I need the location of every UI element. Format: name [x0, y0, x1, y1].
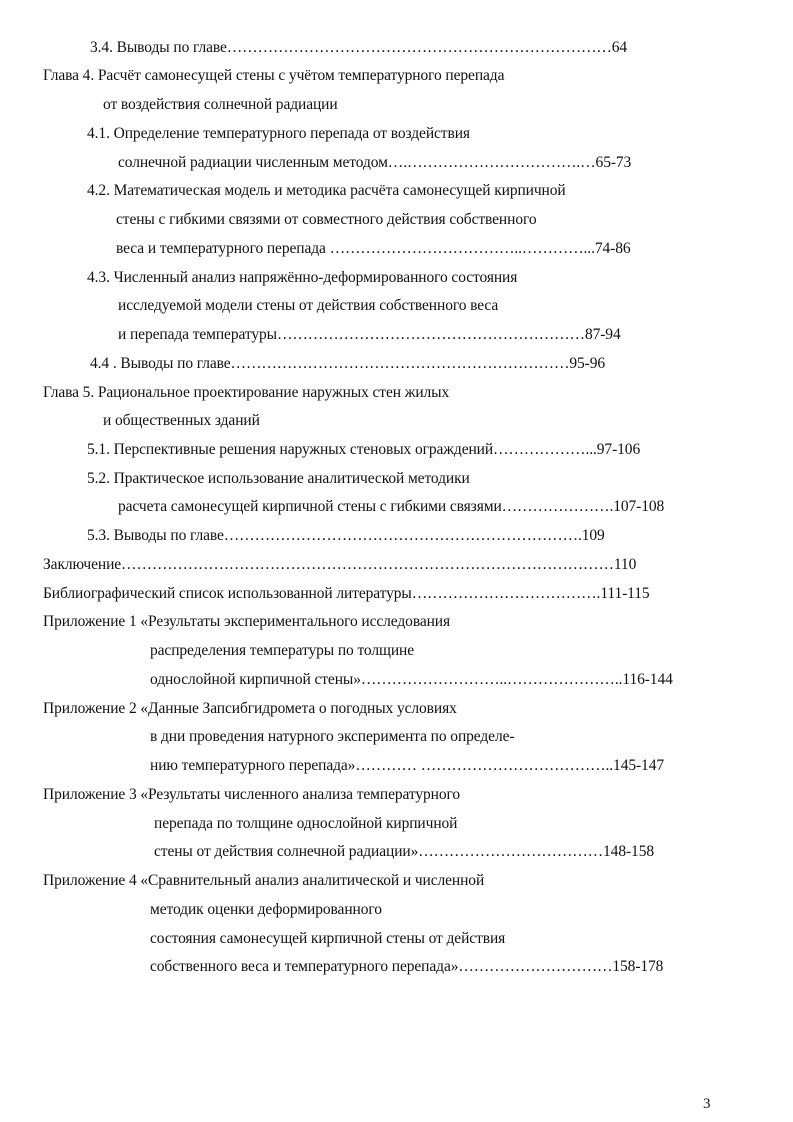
toc-line: собственного веса и температурного перепада»…………………………158-178: [150, 958, 664, 975]
toc-line: 4.1. Определение температурного перепада от воздействия: [87, 125, 470, 142]
toc-line: Приложение 4 «Сравнительный анализ аналитической и численной: [43, 872, 485, 889]
toc-line: Глава 5. Рациональное проектирование наружных стен жилых: [43, 384, 450, 401]
toc-line: солнечной радиации численным методом….…………………………….…65-73: [118, 154, 632, 171]
toc-line: Приложение 1 «Результаты экспериментального исследования: [43, 613, 451, 630]
toc-line: нию температурного перепада»………… ………………………………..145-147: [150, 757, 665, 774]
toc-line: Приложение 3 «Результаты численного анализа температурного: [43, 786, 461, 803]
toc-line: веса и температурного перепада ………………………………..…………...74-86: [116, 240, 631, 257]
toc-line: стены от действия солнечной радиации»………………………………148-158: [154, 843, 654, 860]
toc-line: 5.3. Выводы по главе…………………………………………………………….109: [87, 527, 605, 544]
toc-line: Библиографический список использованной литературы……………………………….111-115: [43, 585, 650, 602]
toc-line: Приложение 2 «Данные Запсибгидромета о погодных условиях: [43, 700, 457, 717]
toc-line: 3.4. Выводы по главе…………………………………………………………………64: [90, 39, 628, 56]
toc-line: Глава 4. Расчёт самонесущей стены с учётом температурного перепада: [43, 67, 505, 84]
toc-line: перепада по толщине однослойной кирпичной: [154, 815, 458, 832]
toc-line: от воздействия солнечной радиации: [103, 96, 338, 113]
toc-line: 5.2. Практическое использование аналитической методики: [87, 470, 470, 487]
toc-line: распределения температуры по толщине: [150, 642, 415, 659]
toc-line: исследуемой модели стены от действия собственного веса: [118, 297, 499, 314]
toc-line: 4.3. Численный анализ напряжённо-деформированного состояния: [87, 269, 518, 286]
toc-line: расчета самонесущей кирпичной стены с гибкими связями………………….107-108: [118, 498, 665, 515]
toc-line: и общественных зданий: [103, 412, 260, 429]
toc-line: 4.2. Математическая модель и методика расчёта самонесущей кирпичной: [87, 182, 566, 199]
toc-line: однослойной кирпичной стены»………………………..…………………..116-144: [150, 671, 673, 688]
toc-line: состояния самонесущей кирпичной стены от действия: [150, 930, 506, 947]
toc-line: методик оценки деформированного: [150, 901, 382, 918]
page-number: 3: [703, 1096, 711, 1112]
toc-line: Заключение……………………………………………………………………………………110: [43, 556, 637, 573]
toc-line: в дни проведения натурного эксперимента по определе-: [150, 728, 515, 745]
toc-line: 5.1. Перспективные решения наружных стеновых ограждений………………...97-106: [87, 441, 641, 458]
toc-line: стены с гибкими связями от совместного действия собственного: [116, 211, 537, 228]
toc-line: и перепада температуры……………………………………………………87-94: [118, 326, 621, 343]
toc-line: 4.4 . Выводы по главе…………………………………………………………95-96: [90, 355, 606, 372]
